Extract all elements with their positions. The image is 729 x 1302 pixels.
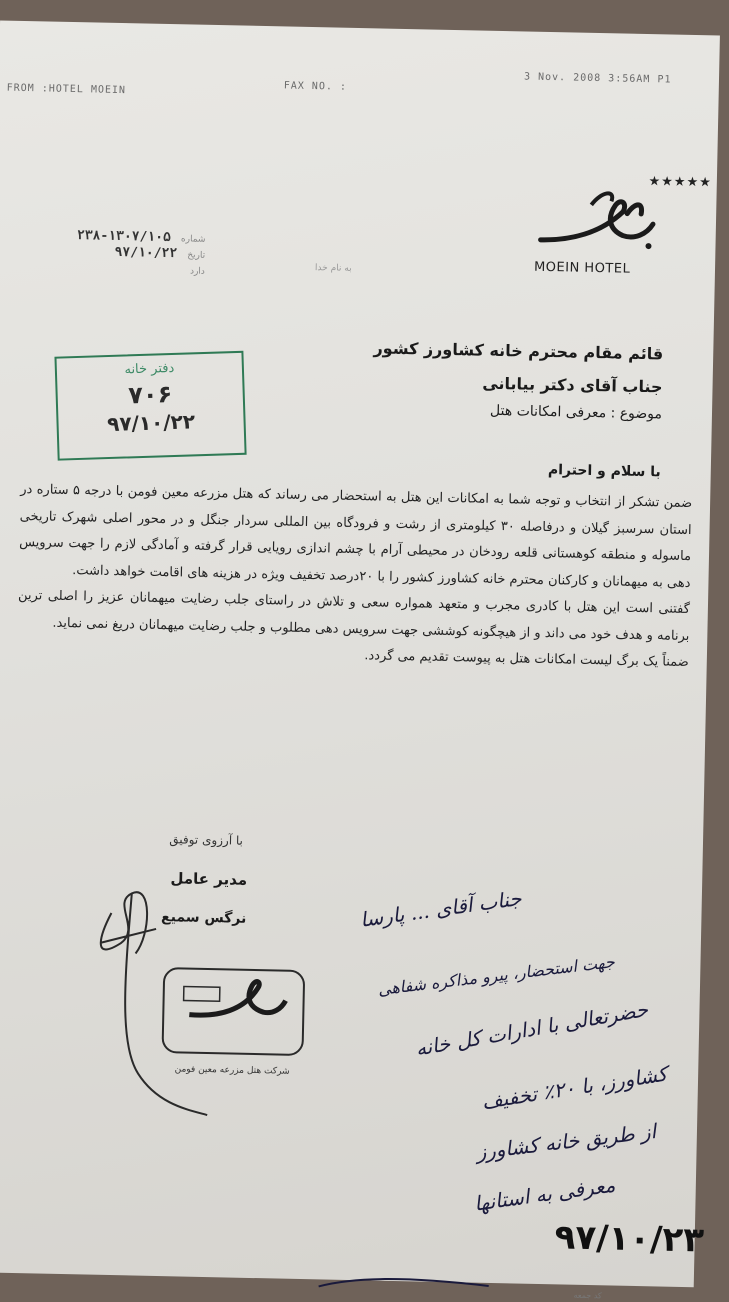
body-paragraph: ضمناً یک برگ لیست امکانات هتل به پیوست تقدیم می گردد. bbox=[364, 648, 689, 671]
handwritten-date: ۹۷/۱۰/۲۳ bbox=[554, 1217, 705, 1261]
handwritten-line: معرفی به استانها bbox=[472, 1172, 617, 1216]
handwritten-note bbox=[264, 871, 703, 1300]
reference-date-value: ۹۷/۱۰/۲۲ bbox=[114, 244, 178, 262]
closing-wish: با آرزوی توفیق bbox=[169, 832, 244, 848]
stamp-title: دفتر خانه bbox=[124, 360, 175, 378]
signatory-name: نرگس سمیع bbox=[160, 909, 247, 927]
handwritten-line: کشاورز، با ۲۰٪ تخفیف bbox=[479, 1061, 669, 1114]
greeting: با سلام و احترام bbox=[547, 462, 661, 481]
handwritten-line: از طریق خانه کشاورز bbox=[475, 1118, 658, 1165]
footer-faint-text: کد جمعه bbox=[573, 1290, 602, 1301]
stamp-number: ۷۰۶ bbox=[127, 380, 173, 410]
stamp-date: ۹۷/۱۰/۲۲ bbox=[106, 409, 196, 437]
reference-number-value: ۱۳۰۷/۱۰۵-۲۳۸ bbox=[76, 228, 172, 246]
letter-body bbox=[17, 477, 693, 677]
handwritten-line: جهت استحضار، پیرو مذاکره شفاهی bbox=[376, 952, 616, 1000]
fax-number-header: FAX NO. : bbox=[283, 80, 348, 93]
company-stamp-caption: شرکت هتل مزرعه معین فومن bbox=[174, 1064, 290, 1077]
fax-datetime-header: 3 Nov. 2008 3:56AM P1 bbox=[523, 71, 672, 86]
reference-number-label: شماره bbox=[180, 234, 206, 245]
handwritten-line: حضرتعالی با ادارات کل خانه bbox=[413, 996, 650, 1061]
recipient-name: جناب آقای دکتر بیابانی bbox=[482, 373, 663, 397]
fax-from-header: FROM :HOTEL MOEIN bbox=[6, 82, 127, 97]
body-paragraph: ضمن تشکر از انتخاب و توجه شما به امکانات این هتل به استحضار می رساند که هتل مزرعه معین فومن با درجه ۵ ستاره در استان سرسبز گیلان و درفاصله ۳۰ کیلومتری از رشت و فرودگاه بین المللی سردار جنگل و در محور اصلی شهرک تاریخی ماسوله و منطقه کوهستانی قلعه رودخان در محیطی آرام با چشم اندازی رویایی قرار گرفته و آمادگی لازم را جهت سرویس دهی به میهمانان و کارکنان محترم خانه کشاورز کشور را با ۲۰درصد تخفیف ویژه در هزینه های اقامت خواهد داشت. bbox=[18, 481, 693, 591]
letter-subject: موضوع : معرفی امکانات هتل bbox=[489, 402, 663, 423]
received-stamp bbox=[54, 351, 246, 461]
hotel-name: MOEIN HOTEL bbox=[533, 259, 631, 277]
reference-date-label: تاریخ bbox=[187, 250, 206, 261]
star-rating-icon: ★★★★★ bbox=[648, 174, 712, 191]
handwritten-line: جناب آقای ... پارسا bbox=[358, 885, 523, 932]
hotel-logo-mark bbox=[530, 182, 662, 265]
letter-references bbox=[5, 227, 206, 279]
handwritten-underline-icon bbox=[314, 1272, 494, 1296]
recipient-title: قائم مقام محترم خانه کشاورز کشور bbox=[373, 338, 664, 364]
fax-document bbox=[0, 20, 720, 1301]
signatory-title: مدیر عامل bbox=[170, 869, 248, 889]
body-paragraph: گفتنی است این هتل با کادری مجرب و متعهد همواره سعی و تلاش در راستای جلب رضایت میهمانان عزیز را اصلی ترین برنامه و هدف خود می داند و از هیچگونه کوششی جهت سرویس دهی مطلوب و جلب رضایت میهمانان دریغ نمی نماید. bbox=[17, 587, 691, 644]
reference-attachment-label: دارد bbox=[189, 266, 205, 277]
hotel-logo bbox=[530, 172, 712, 286]
header-invocation: به نام خدا bbox=[314, 263, 352, 274]
